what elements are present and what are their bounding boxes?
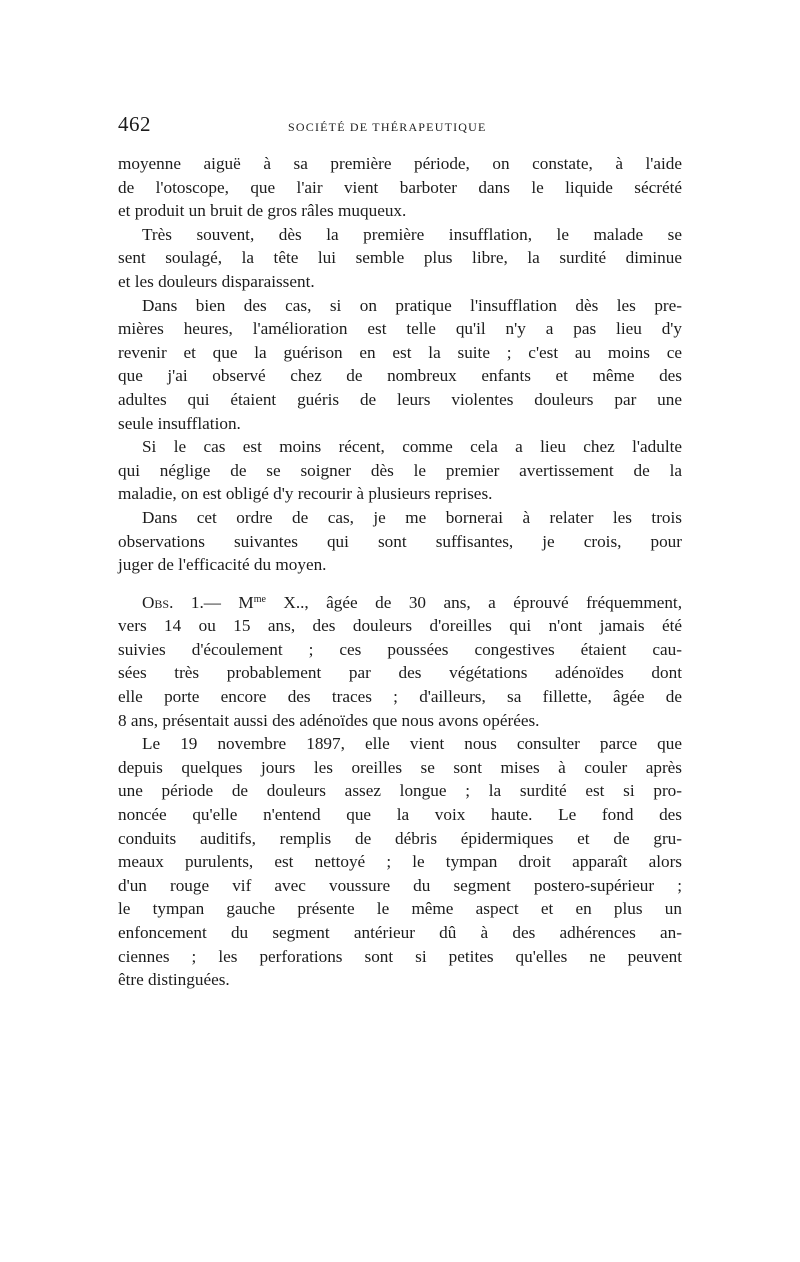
text-line: et produit un bruit de gros râles muqueux. (118, 201, 407, 221)
text-line: être distinguées. (118, 970, 230, 990)
paragraph-recent-case (118, 435, 682, 506)
running-head (118, 114, 682, 144)
text-line: noncée qu'elle n'entend que la voix haute. Le fond des (118, 805, 682, 825)
text-line: revenir et que la guérison en est la suite ; c'est au moins ce (118, 342, 682, 362)
text-line: Si le cas est moins récent, comme cela a lieu chez l'adulte (142, 437, 682, 457)
text-line: ciennes ; les perforations sont si petites qu'elles ne peuvent (118, 946, 682, 966)
paragraph-early-insufflation (118, 294, 682, 436)
text-line: et les douleurs disparaissent. (118, 271, 315, 291)
running-title: SOCIÉTÉ DE THÉRAPEUTIQUE (288, 120, 487, 134)
observation-label: Obs. 1.— (142, 592, 221, 612)
observation-1 (118, 591, 682, 733)
text-line: qui néglige de se soigner dès le premier avertissement de la (118, 460, 682, 480)
title-abbr: M (238, 592, 254, 612)
text-line: depuis quelques jours les oreilles se sont mises à couler après (118, 757, 682, 777)
text-line: meaux purulents, est nettoyé ; le tympan droit apparaît alors (118, 852, 682, 872)
paragraph-consultation (118, 732, 682, 992)
text-line: conduits auditifs, remplis de débris épidermiques et de gru- (118, 828, 682, 848)
book-page (118, 114, 682, 992)
text-line: vers 14 ou 15 ans, des douleurs d'oreilles qui n'ont jamais été (118, 616, 682, 636)
text-line: enfoncement du segment antérieur dû à des adhérences an- (118, 923, 682, 942)
text-line: Très souvent, dès la première insufflation, le malade se (142, 224, 682, 244)
text-line: 8 ans, présentait aussi des adénoïdes que nous avons opérées. (118, 710, 540, 730)
text-line: elle porte encore des traces ; d'ailleurs, sa fillette, âgée de (118, 687, 682, 707)
paragraph-relief (118, 223, 682, 294)
title-superscript: me (253, 593, 266, 605)
paragraph-continuation (118, 152, 682, 223)
text-line: suivies d'écoulement ; ces poussées congestives étaient cau- (118, 639, 682, 659)
text-line: moyenne aiguë à sa première période, on constate, à l'aide (118, 154, 682, 173)
text-line: sent soulagé, la tête lui semble plus libre, la surdité diminue (118, 248, 682, 268)
text-line: juger de l'efficacité du moyen. (118, 555, 327, 575)
text-line: Le 19 novembre 1897, elle vient nous consulter parce que (142, 734, 682, 754)
text-line: sées très probablement par des végétations adénoïdes dont (118, 663, 682, 683)
paragraph-observations-intro (118, 506, 682, 577)
text-line: une période de douleurs assez longue ; la surdité est si pro- (118, 781, 682, 801)
page-number: 462 (118, 112, 151, 136)
text-line: que j'ai observé chez de nombreux enfants et même des (118, 366, 682, 386)
text-line: observations suivantes qui sont suffisantes, je crois, pour (118, 531, 682, 551)
text-fragment: X.., âgée de 30 ans, a éprouvé fréquemment, (265, 592, 683, 612)
text-line: mières heures, l'amélioration est telle qu'il n'y a pas lieu d'y (118, 319, 682, 339)
text-line: adultes qui étaient guéris de leurs violentes douleurs par une (118, 389, 682, 409)
text-line: Dans cet ordre de cas, je me bornerai à relater les trois (142, 507, 682, 527)
text-line: Dans bien des cas, si on pratique l'insufflation dès les pre- (142, 295, 682, 315)
text-line: d'un rouge vif avec voussure du segment postero-supérieur ; (118, 875, 682, 895)
observation-heading-line (118, 591, 682, 615)
text-line: de l'otoscope, que l'air vient barboter dans le liquide sécrété (118, 177, 682, 197)
text-line: maladie, on est obligé d'y recourir à plusieurs reprises. (118, 484, 493, 504)
section-gap (118, 577, 682, 591)
text-line: le tympan gauche présente le même aspect et en plus un (118, 899, 682, 919)
text-line: seule insufflation. (118, 413, 241, 433)
